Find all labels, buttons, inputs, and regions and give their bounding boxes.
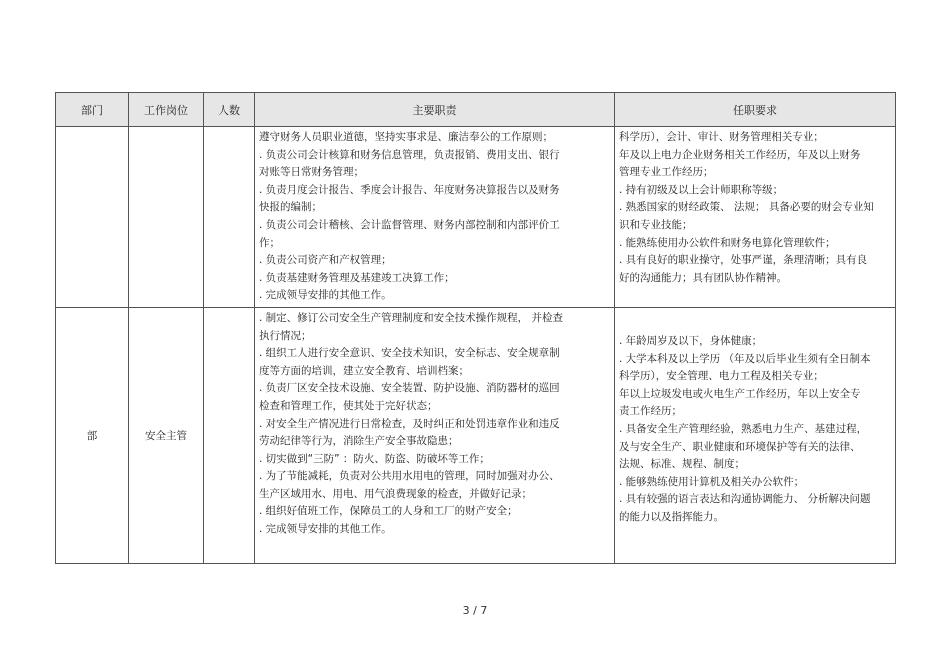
- duty-line: . 负责公司资产和产权管理；: [259, 254, 392, 267]
- requirement-line: 及与安全生产、职业健康和环境保护等有关的法律、: [619, 440, 861, 453]
- cell-department: [56, 127, 129, 308]
- duty-line: 快报的编制；: [259, 201, 322, 214]
- duty-line: . 切实做到“三防” ：防火、防盗、防破坏等工作；: [259, 452, 490, 465]
- cell-department: 部: [56, 307, 129, 563]
- header-duties: 主要职责: [255, 93, 615, 127]
- duty-line: . 组织好值班工作，保障员工的人身和工厂的财产安全；: [259, 505, 518, 518]
- requirement-line: 识和专业技能；: [619, 218, 693, 231]
- duty-line: 生产区域用水、用电、用气浪费现象的检查，并做好记录；: [259, 487, 532, 500]
- duty-line: 遵守财务人员职业道德，坚持实事求是、廉洁奉公的工作原则；: [259, 131, 553, 143]
- requirement-line: 好的沟通能力；具有团队协作精神。: [619, 271, 787, 284]
- duty-line: . 为了节能减耗，负责对公共用水用电的管理，同时加强对办公、: [259, 470, 560, 483]
- requirement-line: 的能力以及指挥能力。: [619, 510, 724, 523]
- duty-line: . 负责月度会计报告、季度会计报告、年度财务决算报告以及财务: [259, 183, 560, 196]
- header-headcount: 人数: [204, 93, 255, 127]
- requirement-line: . 具备安全生产管理经验，熟悉电力生产、基建过程，: [619, 422, 868, 435]
- requirement-line: 年及以上电力企业财务相关工作经历，年及以上财务: [619, 148, 861, 161]
- duty-line: . 负责厂区安全技术设施、安全装置、防护设施、消防器材的巡回: [259, 382, 560, 395]
- duty-line: 执行情况；: [259, 329, 312, 342]
- cell-position: 安全主管: [129, 307, 204, 563]
- requirement-line: . 年龄周岁及以下，身体健康；: [619, 334, 763, 347]
- duty-line: . 对安全生产情况进行日常检查，及时纠正和处罚违章作业和违反: [259, 417, 560, 430]
- requirement-line: 科学历），会计、审计、财务管理相关专业；: [619, 131, 824, 143]
- duty-line: . 负责公司会计稽核、会计监督管理、财务内部控制和内部评价工: [259, 218, 560, 231]
- cell-position: [129, 127, 204, 308]
- duty-line: 对账等日常财务管理；: [259, 166, 364, 179]
- table-row: [56, 307, 896, 563]
- cell-requirements: [615, 127, 896, 308]
- duty-line: . 制定、修订公司安全生产管理制度和安全技术操作规程， 并检查: [259, 311, 564, 324]
- duty-line: . 完成领导安排的其他工作。: [259, 289, 392, 302]
- requirement-line: . 能够熟练使用计算机及相关办公软件；: [619, 475, 805, 488]
- job-responsibility-table: [55, 92, 896, 564]
- requirement-line: . 具有较强的语言表达和沟通协调能力、 分析解决问题: [619, 493, 871, 506]
- header-department: 部门: [56, 93, 129, 127]
- duty-line: 检查和管理工作，使其处于完好状态；: [259, 399, 438, 412]
- table-row: [56, 127, 896, 308]
- duty-line: . 负责公司会计核算和财务信息管理，负责报销、费用支出、银行: [259, 148, 560, 161]
- duty-line: . 完成领导安排的其他工作。: [259, 523, 392, 536]
- duty-line: . 负责基建财务管理及基建竣工决算工作；: [259, 271, 455, 284]
- duty-line: 作；: [259, 236, 280, 249]
- cell-requirements: [615, 307, 896, 563]
- requirement-line: . 熟悉国家的财经政策、 法规； 具备必要的财会专业知: [619, 201, 874, 214]
- cell-duties: [255, 307, 615, 563]
- duty-line: 劳动纪律等行为，消除生产安全事故隐患；: [259, 435, 459, 448]
- duty-line: . 组织工人进行安全意识、安全技术知识，安全标志、安全规章制: [259, 347, 560, 360]
- table-header-row: [56, 93, 896, 127]
- header-position: 工作岗位: [129, 93, 204, 127]
- header-requirements: 任职要求: [615, 93, 896, 127]
- requirement-line: . 具有良好的职业操守，处事严谨，条理清晰；具有良: [619, 254, 868, 267]
- cell-duties: [255, 127, 615, 308]
- requirement-line: 责工作经历；: [619, 405, 682, 418]
- requirement-line: 法规、标准、规程、制度；: [619, 458, 745, 471]
- cell-headcount: [204, 307, 255, 563]
- requirement-line: 年以上垃圾发电或火电生产工作经历，年以上安全专: [619, 387, 861, 400]
- requirement-line: . 大学本科及以上学历 （年及以后毕业生须有全日制本: [619, 352, 871, 365]
- requirement-line: 科学历），安全管理、电力工程及相关专业；: [619, 370, 824, 383]
- requirement-line: . 持有初级及以上会计师职称等级；: [619, 183, 784, 196]
- page-number: 3 / 7: [462, 604, 488, 617]
- cell-headcount: [204, 127, 255, 308]
- requirement-line: . 能熟练使用办公软件和财务电算化管理软件；: [619, 236, 836, 249]
- requirement-line: 管理专业工作经历；: [619, 166, 714, 179]
- duty-line: 度等方面的培训，建立安全教育、培训档案；: [259, 364, 469, 377]
